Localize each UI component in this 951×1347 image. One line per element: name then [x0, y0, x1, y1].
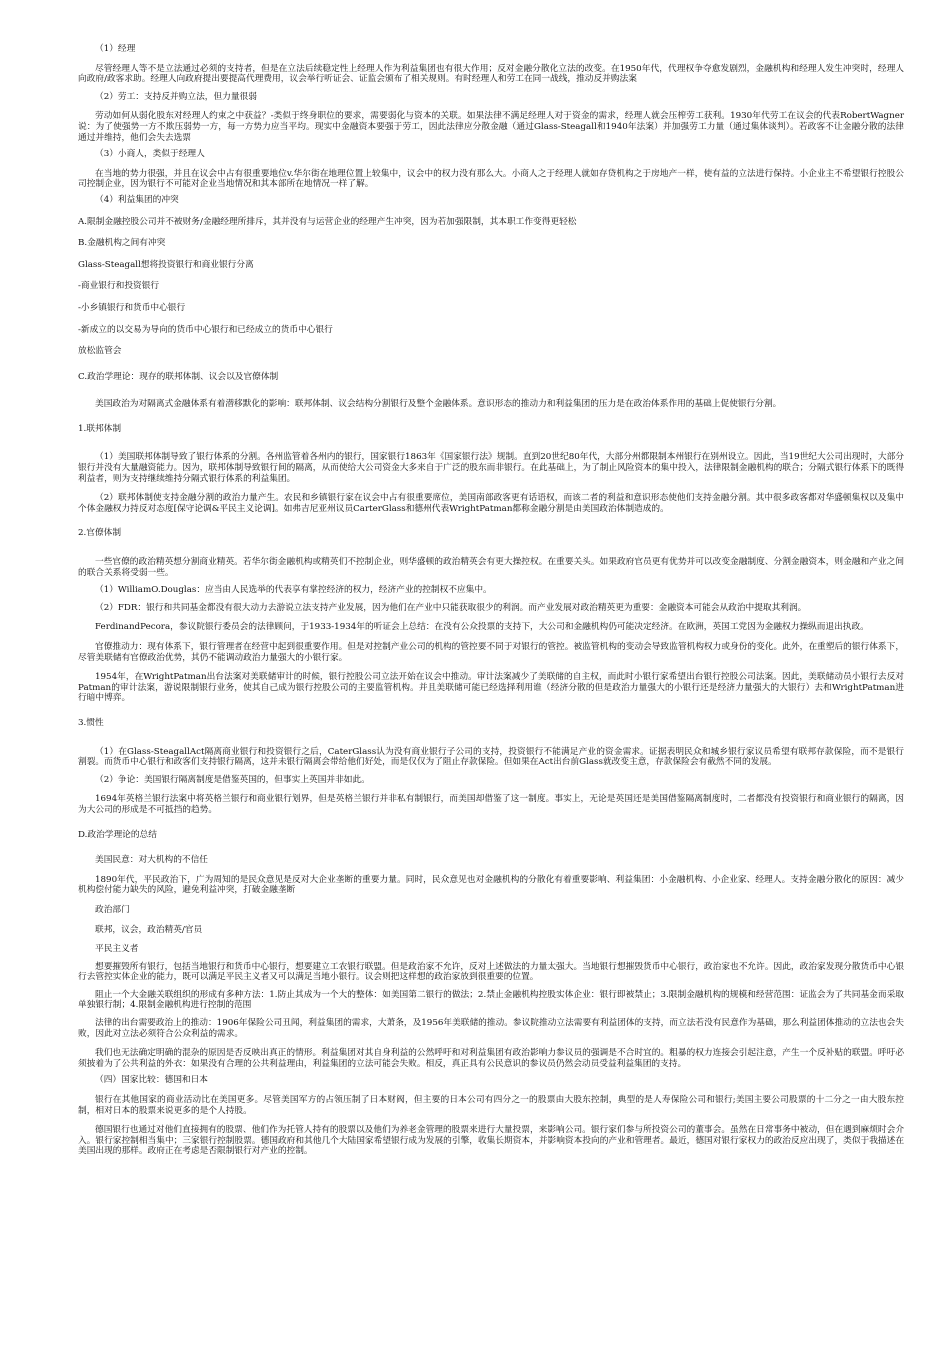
subheading-manager: （1）经理	[95, 44, 136, 54]
paragraph-federalism-2: （2）联邦体制使支持金融分割的政治力量产生。农民和乡镇银行家在议会中占有很重要席位，美国南部政客更有话语权，而该二者的利益和意识形态使他们支持金融分割。其中很多政客都对华盛顿集权以及集中个体金融权力持反对态度[保守论调&平民主义论调]。如弗吉尼亚州议员CarterGlass和德州代表WrightPatman都称金融分割是由美国政治体制造成的。	[78, 493, 904, 514]
list-item: -小乡镇银行和货币中心银行	[78, 302, 186, 313]
subheading-interest-conflict: （4）利益集团的冲突	[95, 194, 179, 205]
paragraph-1890s: 1890年代，平民政治下，广为周知的是民众意见是反对大企业垄断的重要力量。同时，民众意见也对金融机构的分散化有着重要影响、利益集团：小金融机构、小企业家、经理人。支持金融分散化的原因：减少机构偿付能力缺失的风险，避免利益冲突，打破金融垄断	[78, 874, 904, 896]
heading-bureaucracy: 2.官僚体制	[78, 528, 122, 539]
paragraph-pecora: FerdinandPecora，参议院银行委员会的法律顾问，于1933-1934年的听证会上总结：在没有公众投票的支持下，大公司和金融机构仍可能决定经济。在欧洲，英国工党因为金融权力操纵而退出执政。	[95, 622, 869, 633]
paragraph-mixed-causes: 我们也无法确定明确的混杂的原因是否反映出真正的情形。利益集团对其自身利益的公然呼吁和对利益集团有政治影响力参议员的强调是不合时宜的。粗暴的权力连接会引起注意，产生一个反补贴的联盟。呼吁必须披着为了公共利益的外衣：如果没有合理的公共利益理由，利益集团的立法可能会失败。相反，真正具有公民意识的参议员仍然会动员受益利益集团的支持。	[78, 1048, 904, 1069]
paragraph-germany: 德国银行也通过对他们直接拥有的股票、他们作为托管人持有的股票以及他们为养老金管理的股票来进行大量投票，来影响公司。银行家们参与所投资公司的董事会。虽然在日常事务中被动，但在遇到麻烦时会介入。银行家控制相当集中；三家银行控制股票。德国政府和其他几个大陆国家希望银行成为发展的引擎，收集长期资本，并影响资本投向的产业和管理者。最近，德国对银行家权力的政治反应出现了，类似于我描述在美国出现的那样。政府正在考虑是否限制银行对产业的控制。	[78, 1125, 904, 1157]
subheading-labor: （2）劳工：支持反并购立法，但力量很弱	[95, 91, 257, 102]
paragraph-patman-1954: 1954年，在WrightPatman出台法案对美联储审计的时候，银行控股公司立法开始在议会中推动。审计法案减少了美联储的自主权，而此时小银行家希望出台银行控股公司法案。因此，美联储动员小银行去反对Patman的审计法案，游说限制银行业务，使其自己成为银行控股公司的主要监管机构。并且美联储可能已经选择利用谁（经济分散的但是政治力量强大的小银行还是经济力量强大的大银行）去和WrightPatman进行暗中博弈。	[78, 672, 904, 704]
subheading-political-branch: 政治部门	[95, 904, 130, 915]
heading-federalism: 1.联邦体制	[78, 423, 122, 434]
paragraph-bureaucratic-drive: 官僚推动力：现有体系下，银行管理者在经营中起到很重要作用。但是对控制产业公司的机构的管控要不同于对银行的管控。被监管机构的变动会导致监管机构权力或身份的变化。此外，在重塑后的银行体系下，尽管美联储有官僚政治优势，其仍不能调动政治力量强大的小银行家。	[78, 642, 904, 663]
paragraph-glass-steagall: Glass-Steagall想将投资银行和商业银行分离	[78, 259, 254, 270]
paragraph-japan: 银行在其他国家的商业活动比在美国更多。尽管美国军方的占领压制了日本财阀，但主要的日本公司有四分之一的股票由大股东控制，典型的是人寿保险公司和银行;美国主要公司股票的十二分之一由大股东控制，相对日本的股票来说更多的是个人持股。	[78, 1095, 904, 1116]
list-item: -新成立的以交易为导向的货币中心银行和已经成立的货币中心银行	[78, 324, 333, 335]
list-item: 联邦，议会，政治精英/官员	[95, 924, 203, 935]
paragraph-bureaucracy: 一些官僚的政治精英想分割商业精英。若华尔街金融机构或精英们不控制企业，则华盛顿的政治精英会有更大操控权。在重要关头。如果政府官员更有优势并可以改变金融制度、分割金融资本，则金融和产业之间的联合关系将受弱一些。	[78, 557, 904, 578]
subheading-public-opinion: 美国民意：对大机构的不信任	[95, 855, 208, 866]
paragraph-labor: 劳动如何从弱化股东对经理人约束之中获益？-类似于终身职位的要求，需要弱化与资本的关联。如果法律不满足经理人对于资金的需求，经理人就会压榨劳工获利。1930年代劳工在议会的代表RobertWagner说：为了使强势一方不欺压弱势一方，每一方势力应当平均。现实中金融资本要强于劳工，因此法律应分散金融（通过Glass-Steagall和1940年法案）并加强劳工力量（通过集体谈判）。若政客不让金融分散的法律通过并维持，他们会失去选票	[78, 111, 904, 143]
paragraph-inertia-1: （1）在Glass-SteagallAct隔离商业银行和投资银行之后，CaterGlass认为没有商业银行子公司的支持，投资银行不能满足产业的资金需求。证据表明民众和城乡银行家议员希望有联邦存款保险，而不是银行割裂。而货币中心银行和政客们支持银行隔离，这并未银行隔离会带给他们好处，而是仅仅为了阻止存款保险。但如果在Act出台前Glass就改变主意，存款保险会有截然不同的发展。	[78, 746, 904, 768]
paragraph-conflict-b: B.金融机构之间有冲突	[78, 238, 166, 249]
paragraph-fdr: （2）FDR：银行和共同基金都没有很大动力去游说立法支持产业发展，因为他们在产业中只能获取很少的利润。而产业发展对政治精英更为重要：金融资本可能会从政治中提取其利润。	[95, 602, 807, 613]
paragraph-manager: 尽管经理人等不是立法通过必须的支持者，但是在立法后续稳定性上经理人作为利益集团也有很大作用；反对金融分散化立法的改变。在1950年代，代理权争夺愈发剧烈，金融机构和经理人发生冲突时，经理人向政府/政客求助。经理人向政府提出要提高代理费用，议会举行听证会、证监会颁布了相关规则。有时经理人和劳工在同一战线，推动反并购法案	[78, 63, 904, 85]
paragraph-conflict-a: A.限制金融控股公司并不被财务/金融经理所排斥，其并没有与运营企业的经理产生冲突，因为若加强限制，其本职工作变得更轻松	[78, 216, 577, 227]
paragraph-populists: 想要摧毁所有银行，包括当地银行和货币中心银行，想要建立工农银行联盟。但是政治家不允许，反对上述做法的力量太强大。当地银行想摧毁货币中心银行，政治家也不允许。因此，政治家发现分散货币中心银行去管控实体企业的能力，既可以满足平民主义者又可以满足当地小银行。议会则把这样想的政治家放到很重要的位置。	[78, 961, 904, 983]
paragraph-small-business: 在当地的势力很强，并且在议会中占有很重要地位v.华尔街在地理位置上较集中，议会中的权力没有那么大。小商人之于经理人就如存贷机构之于房地产一样，使有益的立法进行保持。小企业主不希望银行控股公司控制企业，因为银行不可能对企业当地情况和其本部所在地情况一样了解。	[78, 168, 904, 190]
paragraph-douglas: （1）WilliamO.Douglas：应当由人民选举的代表享有掌控经济的权力，经济产业的控制权不应集中。	[95, 585, 492, 596]
paragraph-section-c: 美国政治为对隔离式金融体系有着潜移默化的影响：联邦体制、议会结构分割银行及整个金融体系。意识形态的推动力和利益集团的压力是在政治体系作用的基础上促使银行分割。	[95, 399, 782, 410]
paragraph-deregulation: 放松监管会	[78, 346, 122, 357]
paragraph-bank-of-england: 1694年英格兰银行法案中将英格兰银行和商业银行划界，但是英格兰银行并非私有制银行，而美国却借鉴了这一制度。事实上，无论是英国还是美国借鉴隔离制度时，二者都没有投资银行和商业银行的隔离，因为大公司的形成是不可抵挡的趋势。	[78, 794, 904, 815]
subheading-small-business: （3）小商人，类似于经理人	[95, 149, 205, 160]
paragraph-prevention-methods: 阻止一个大金融关联组织的形成有多种方法：1.防止其成为一个大的整体：如美国第二银行的做法；2.禁止金融机构控股实体企业：银行即被禁止；3.限制金融机构的规模和经营范围：证监会为了共同基金而采取单独银行制；4.限制金融机构进行控制的范围	[78, 989, 904, 1011]
heading-inertia: 3.惯性	[78, 717, 104, 728]
heading-section-d: D.政治学理论的总结	[78, 829, 157, 840]
heading-country-comparison: （四）国家比较：德国和日本	[95, 1075, 208, 1086]
heading-section-c: C.政治学理论：现存的联邦体制、议会以及官僚体制	[78, 371, 279, 382]
document-body	[78, 44, 904, 1157]
list-item: -商业银行和投资银行	[78, 281, 160, 292]
subheading-populists: 平民主义者	[95, 944, 139, 955]
paragraph-inertia-2: （2）争论：美国银行隔离制度是借鉴英国的，但事实上英国并非如此。	[95, 774, 370, 785]
paragraph-legislation-drive: 法律的出台需要政治上的推动：1906年保险公司丑闻，利益集团的需求，大萧条，及1956年美联储的推动。参议院推动立法需要有利益团体的支持，而立法若没有民意作为基础，那么利益团体推动的立法也会失败，因此对立法必须符合公众利益的需求。	[78, 1018, 904, 1039]
paragraph-federalism-1: （1）美国联邦体制导致了银行体系的分割。各州监管着各州内的银行，国家银行1863年《国家银行法》规制。直到20世纪80年代，大部分州都限制本州银行在别州设立。因此，当19世纪大公司出现时，大部分银行并没有大量融资能力。因为，联邦体制导致银行间的隔离，从而使给大公司资金大多来自于广泛的股东而非银行。在此基础上，为了制止风险资本的集中投入，法律限制金融机构的联合；分隔式银行体系下的既得利益者，则为支持继续维持分隔式银行体系的利益集团。	[78, 452, 904, 484]
